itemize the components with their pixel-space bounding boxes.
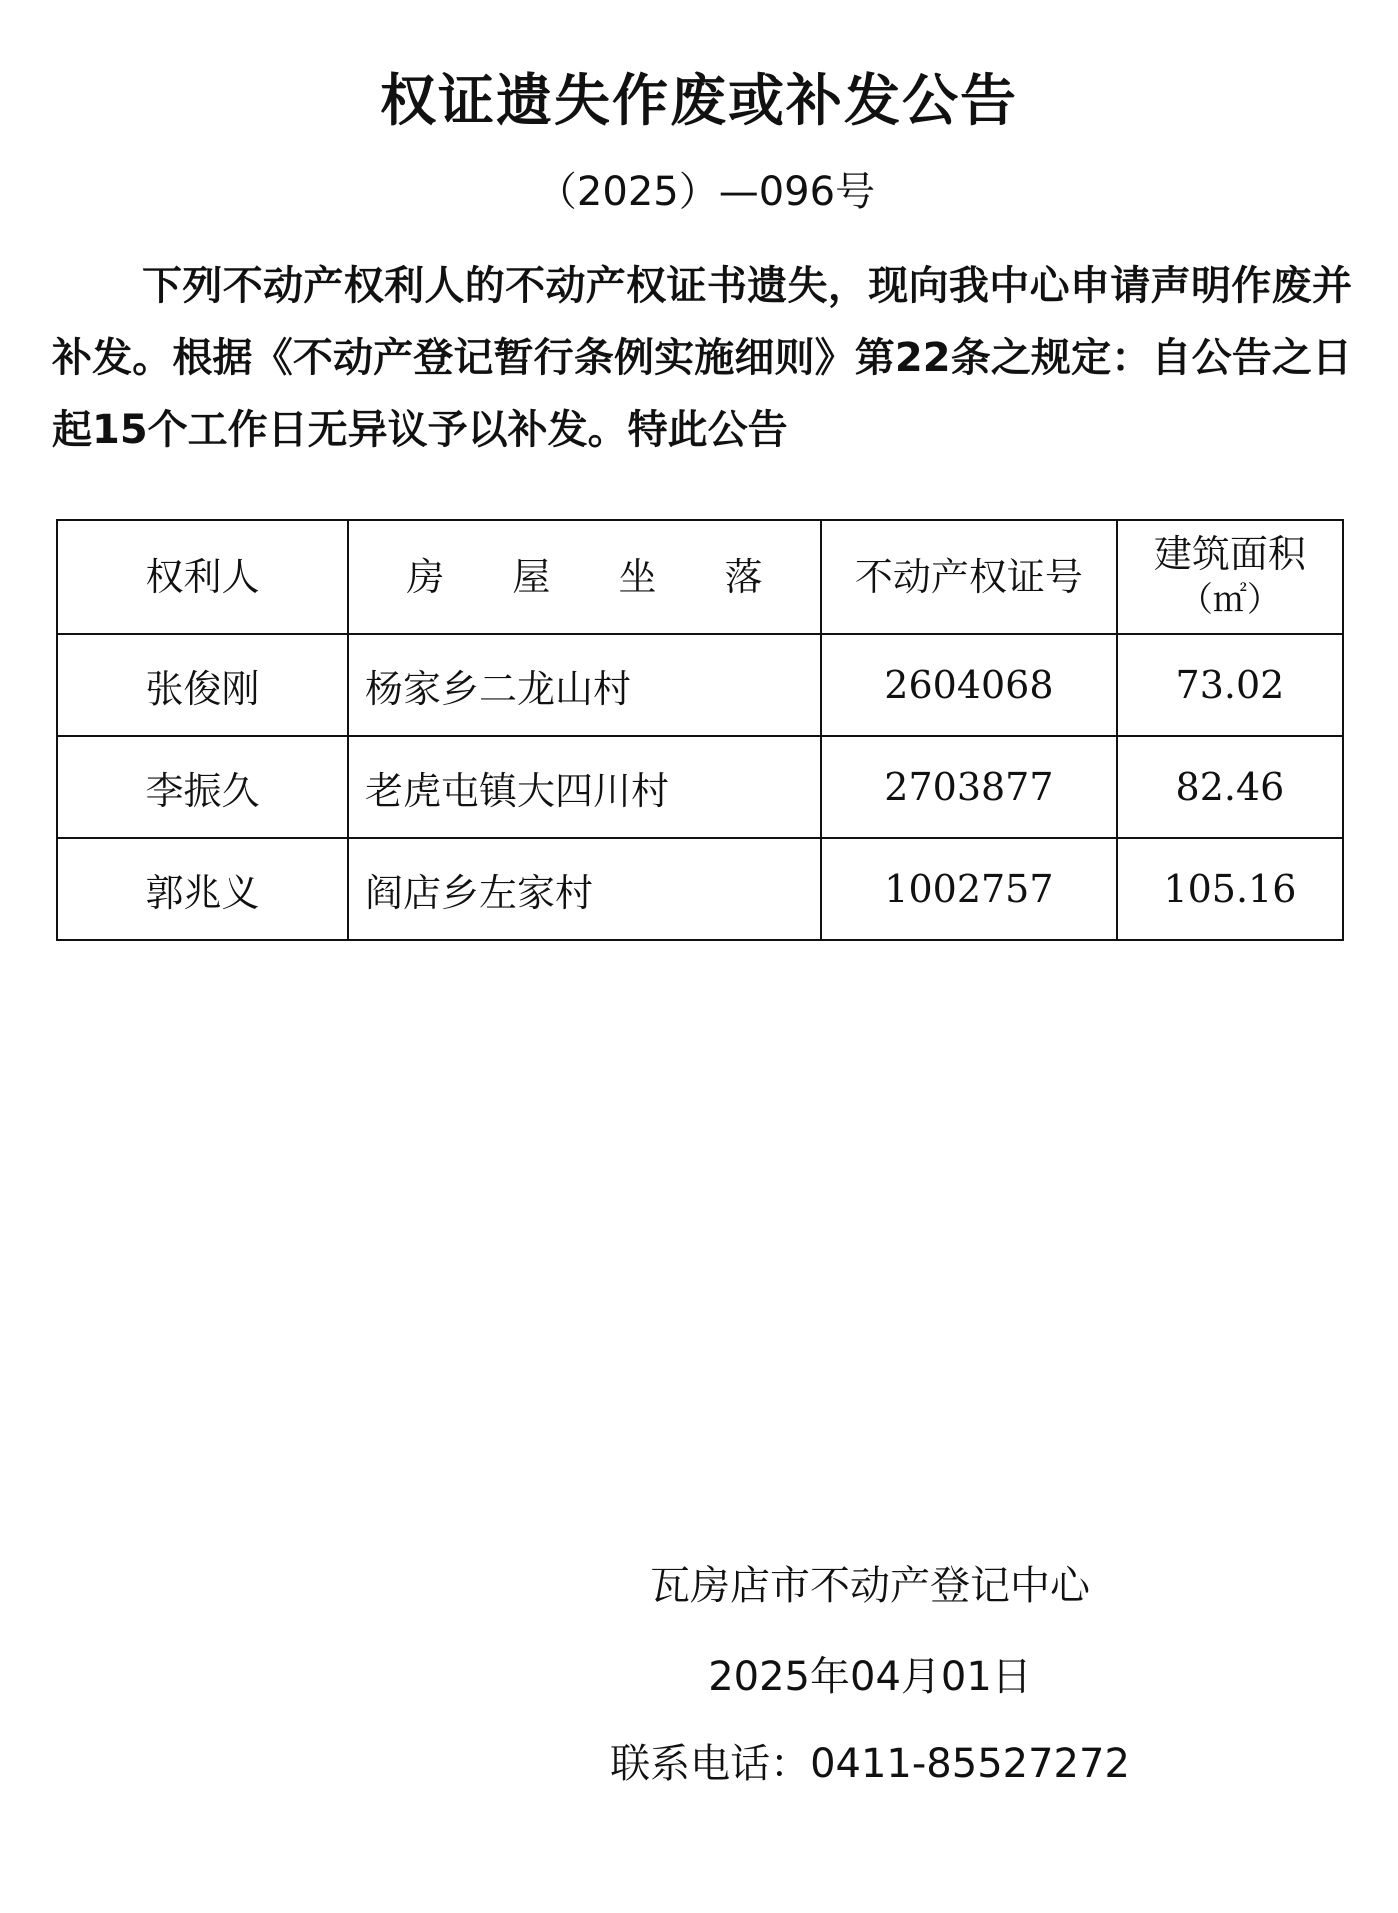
header-location: 房 屋 坐 落 — [348, 520, 821, 634]
area-cell: 73.02 — [1117, 634, 1343, 736]
contact-phone: 联系电话：0411-85527272 — [610, 1741, 1130, 1787]
cert-no-cell: 1002757 — [821, 838, 1117, 940]
page-title: 权证遗失作废或补发公告 — [380, 69, 1018, 134]
header-area-unit: （㎡） — [1178, 580, 1281, 620]
records-table — [56, 519, 1344, 941]
owner-cell: 张俊刚 — [57, 634, 348, 736]
owner-cell: 李振久 — [57, 736, 348, 838]
table-row — [57, 838, 1343, 940]
notice-body: 下列不动产权利人的不动产权证书遗失，现向我中心申请声明作废并补发。根据《不动产登记暂行条例实施细则》第22条之规定：自公告之日起15个工作日无异议予以补发。特此公告 — [52, 263, 1352, 453]
location-cell: 杨家乡二龙山村 — [348, 634, 821, 736]
header-cert-no: 不动产权证号 — [821, 520, 1117, 634]
table-row — [57, 736, 1343, 838]
notice-number: （2025）—096号 — [536, 169, 876, 215]
table-row — [57, 634, 1343, 736]
area-cell: 82.46 — [1117, 736, 1343, 838]
owner-cell: 郭兆义 — [57, 838, 348, 940]
issue-date: 2025年04月01日 — [708, 1654, 1032, 1700]
issuer-name: 瓦房店市不动产登记中心 — [650, 1563, 1090, 1609]
cert-no-cell: 2703877 — [821, 736, 1117, 838]
area-cell: 105.16 — [1117, 838, 1343, 940]
header-owner: 权利人 — [57, 520, 348, 634]
location-cell: 老虎屯镇大四川村 — [348, 736, 821, 838]
table-header-row — [57, 520, 1343, 634]
location-cell: 阎店乡左家村 — [348, 838, 821, 940]
header-area — [1117, 520, 1343, 634]
cert-no-cell: 2604068 — [821, 634, 1117, 736]
header-area-label: 建筑面积 — [1153, 532, 1306, 576]
